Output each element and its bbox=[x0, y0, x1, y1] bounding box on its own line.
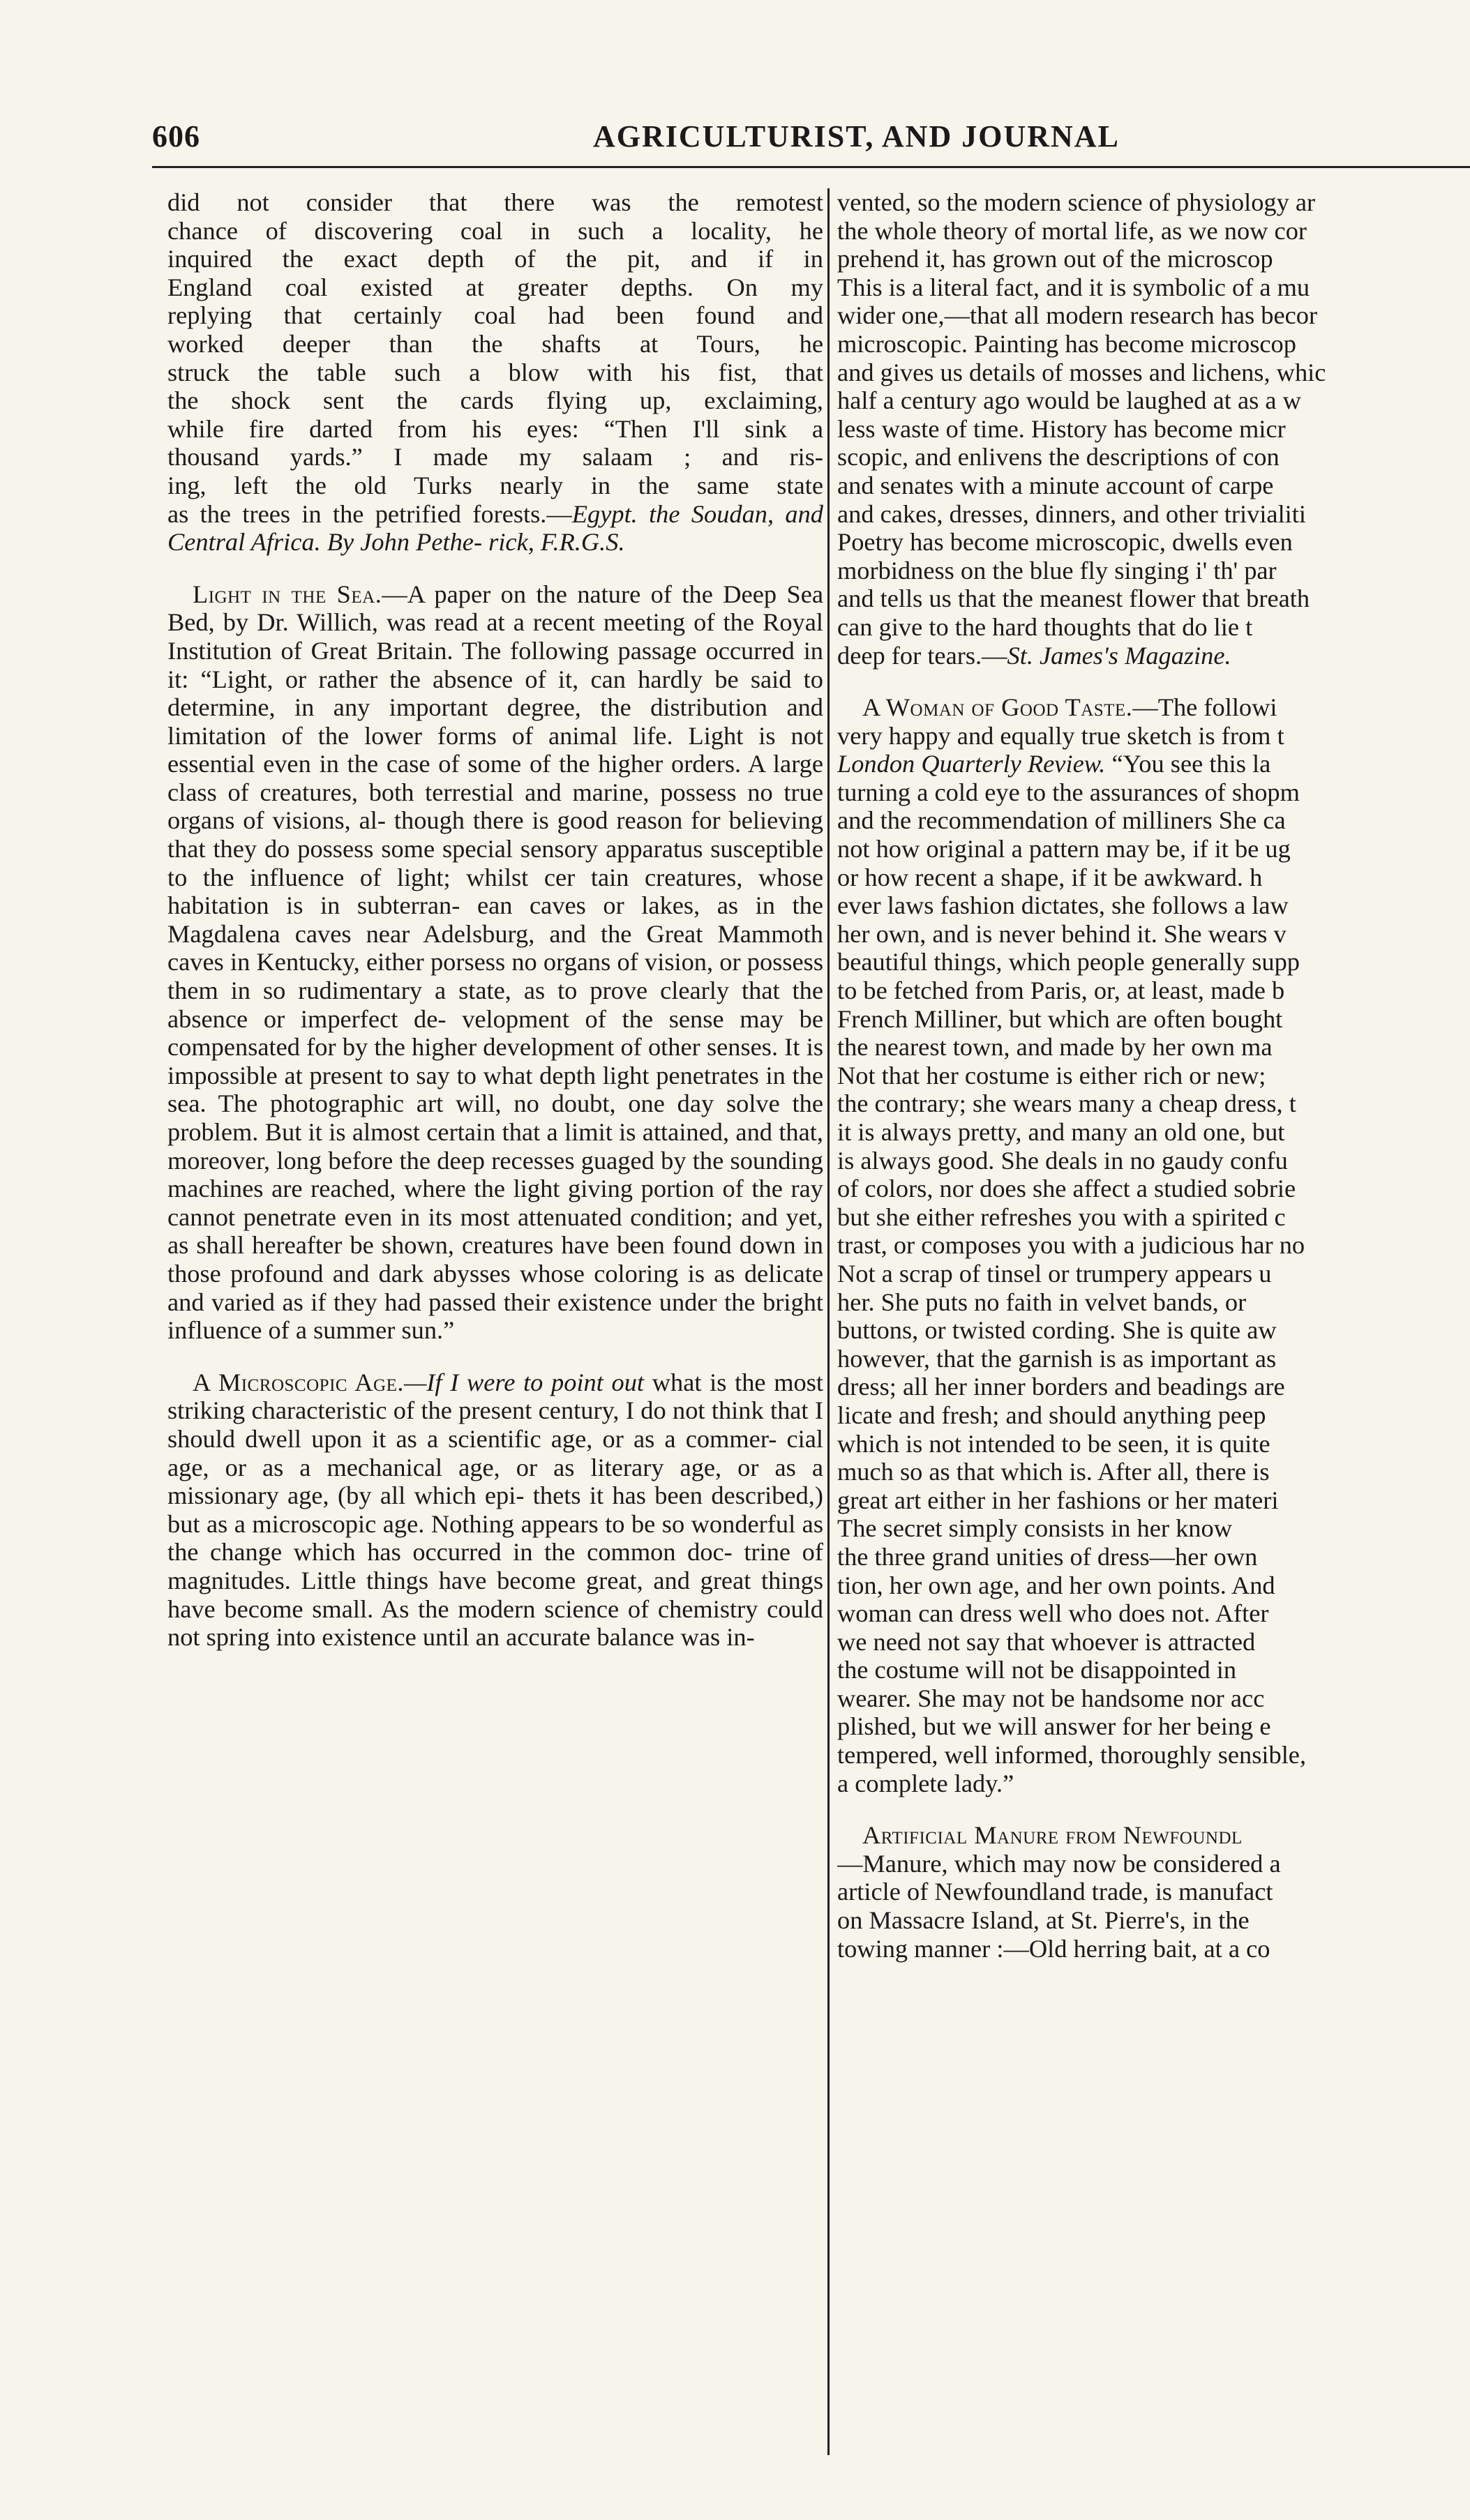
text-line: a complete lady.” bbox=[837, 1769, 1014, 1797]
continuation-article bbox=[167, 188, 823, 557]
source-citation: Egypt. the Soudan, and Central Africa. By John Pethe- rick, F.R.G.S. bbox=[167, 499, 823, 557]
text-line: of colors, nor does she affect a studied sobrie bbox=[837, 1175, 1296, 1203]
text-line: dress; all her inner borders and beadings are bbox=[837, 1373, 1285, 1401]
text-line: —The followi bbox=[1132, 693, 1277, 722]
text-line: chance of discovering coal in such a locality, he bbox=[167, 216, 823, 245]
text-line: Poetry has become microscopic, dwells even bbox=[837, 528, 1293, 557]
text-line: replying that certainly coal had been found and bbox=[167, 301, 823, 330]
text-line: thousand yards.” I made my salaam ; and ris- bbox=[167, 443, 823, 471]
text-line: licate and fresh; and should anything peep bbox=[837, 1401, 1266, 1429]
text-line-with-title bbox=[837, 750, 1465, 778]
text-line: the costume will not be disappointed in bbox=[837, 1656, 1237, 1684]
text-line: which is not intended to be seen, it is quite bbox=[837, 1429, 1270, 1458]
text-line: and senates with a minute account of carpe bbox=[837, 471, 1274, 499]
article-italic-lead: —If I were to point out bbox=[403, 1368, 645, 1396]
left-column bbox=[167, 188, 823, 1652]
running-title: AGRICULTURIST, AND JOURNAL bbox=[593, 119, 1120, 153]
article-body: —A paper on the nature of the Deep Sea Bed, by Dr. Willich, was read at a recent meeting of the Royal Institution of Great Britain. The following passage occurred in it: “Light, or rather the absence of it, can hardly be said to determine, in any important degree, the distribution and limitation of the lower forms of animal life. Light is not essential even in the case of some of the higher orders. A large class of creatures, both terrestial and marine, possess no true organs of visions, al- though there is good reason for believing that they do possess some special sensory apparatus susceptible to the influence of light; whilst cer tain creatures, whose habitation is in subterran- ean caves or lakes, as in the Magdalena caves near Adelsburg, and the Great Mammoth caves in Kentucky, either porsess no organs of vision, or possess them in so rudimentary a state, as to prove clearly that the absence or imperfect de- velopment of the sense may be compensated for by the higher development of other senses. It is impossible at present to say to what depth light penetrates in the sea. The photographic art will, no doubt, one day solve the problem. But it is almost certain that a limit is attained, and that, moreover, long before the deep recesses guaged by the sounding machines are reached, where the light giving portion of the ray cannot penetrate even in its most attenuated condition; and yet, as shall hereafter be shown, creatures have been found down in those profound and dark abysses whose coloring is as delicate and varied as if they had passed their existence under the bright influence of a summer sun.” bbox=[167, 580, 823, 1345]
text-line: as the trees in the petrified forests.— bbox=[167, 499, 572, 528]
text-line: the nearest town, and made by her own ma bbox=[837, 1033, 1273, 1062]
text-line: we need not say that whoever is attracted bbox=[837, 1627, 1256, 1656]
text-line: and the recommendation of milliners She ca bbox=[837, 806, 1286, 835]
text-line: while fire darted from his eyes: “Then I'll sink a bbox=[167, 414, 823, 443]
text-line: deep for tears.— bbox=[837, 641, 1007, 670]
text-line: Not that her costume is either rich or new; bbox=[837, 1061, 1266, 1089]
text-line: to be fetched from Paris, or, at least, made b bbox=[837, 976, 1285, 1005]
text-line: This is a literal fact, and it is symbolic of a mu bbox=[837, 273, 1310, 301]
microscopic-age-continued bbox=[837, 188, 1465, 670]
article-light-in-the-sea bbox=[167, 580, 823, 1345]
text-line: worked deeper than the shafts at Tours, he bbox=[167, 329, 823, 358]
text-line: not how original a pattern may be, if it be ug bbox=[837, 835, 1291, 863]
text-line: buttons, or twisted cording. She is quite aw bbox=[837, 1316, 1277, 1345]
text-line: much so as that which is. After all, there is bbox=[837, 1458, 1270, 1486]
section-gap bbox=[837, 670, 1465, 693]
text-line: plished, but we will answer for her being e bbox=[837, 1712, 1271, 1741]
text-line: towing manner :—Old herring bait, at a co bbox=[837, 1934, 1270, 1963]
text-line: wider one,—that all modern research has becor bbox=[837, 301, 1318, 330]
text-line: less waste of time. History has become micr bbox=[837, 414, 1286, 443]
text-line: can give to the hard thoughts that do lie t bbox=[837, 612, 1253, 641]
section-gap bbox=[837, 1797, 1465, 1821]
article-body: what is the most striking characteristic of the present century, I do not think that I should dwell upon it as a scientific age, or as a commer- cial age, or as a mechanical age, or as literary age, or as a missionary age, (by all which epi- thets it has been described,) but as a microscopic age. Nothing appears to be so wonderful as the change which has occurred in the common doc- trine of magnitudes. Little things have become great, and great things have become small. As the modern science of chemistry could not spring into existence until an accurate balance was in- bbox=[167, 1368, 823, 1652]
text-line: “You see this la bbox=[1111, 750, 1271, 778]
text-line: on Massacre Island, at St. Pierre's, in the bbox=[837, 1906, 1250, 1935]
text-line: her own, and is never behind it. She wears v bbox=[837, 919, 1287, 948]
section-gap bbox=[167, 557, 823, 580]
text-line: trast, or composes you with a judicious har no bbox=[837, 1231, 1305, 1260]
text-line: and gives us details of mosses and lichens, whic bbox=[837, 358, 1326, 386]
text-line: Not a scrap of tinsel or trumpery appears u bbox=[837, 1259, 1272, 1288]
text-line-with-heading bbox=[837, 693, 1465, 722]
text-line: England coal existed at greater depths. On my bbox=[167, 273, 823, 301]
text-line: is always good. She deals in no gaudy confu bbox=[837, 1146, 1288, 1175]
publication-title: London Quarterly Review. bbox=[837, 750, 1106, 778]
text-line: and cakes, dresses, dinners, and other trivialiti bbox=[837, 499, 1307, 528]
text-line: great art either in her fashions or her materi bbox=[837, 1486, 1279, 1514]
header-rule bbox=[152, 166, 1470, 168]
text-line: article of Newfoundland trade, is manufact bbox=[837, 1878, 1273, 1906]
text-line: The secret simply consists in her know bbox=[837, 1514, 1232, 1543]
text-line: turning a cold eye to the assurances of shopm bbox=[837, 778, 1300, 806]
article-heading: Light in the Sea. bbox=[193, 580, 382, 608]
right-column bbox=[837, 188, 1465, 2490]
text-line: it is always pretty, and many an old one, but bbox=[837, 1118, 1285, 1146]
text-line: ever laws fashion dictates, she follows a law bbox=[837, 891, 1289, 920]
column-divider bbox=[827, 188, 830, 2455]
text-line: and tells us that the meanest flower that breath bbox=[837, 584, 1310, 613]
text-line: beautiful things, which people generally supp bbox=[837, 948, 1300, 976]
text-line: but she either refreshes you with a spirited c bbox=[837, 1202, 1286, 1231]
text-line: the shock sent the cards flying up, exclaiming, bbox=[167, 386, 823, 415]
text-line: wearer. She may not be handsome nor acc bbox=[837, 1684, 1265, 1712]
text-line: French Milliner, but which are often bought bbox=[837, 1004, 1283, 1033]
text-line: microscopic. Painting has become microscop bbox=[837, 329, 1296, 358]
text-line: very happy and equally true sketch is from t bbox=[837, 721, 1284, 750]
text-line: or how recent a shape, if it be awkward. h bbox=[837, 863, 1263, 891]
text-line: vented, so the modern science of physiology ar bbox=[837, 188, 1316, 216]
article-artificial-manure bbox=[837, 1821, 1465, 1963]
text-line: prehend it, has grown out of the microscop bbox=[837, 245, 1273, 273]
section-gap bbox=[167, 1345, 823, 1368]
text-line: scopic, and enlivens the descriptions of con bbox=[837, 443, 1280, 471]
text-line: inquired the exact depth of the pit, and if in bbox=[167, 245, 823, 273]
page-number: 606 bbox=[152, 119, 200, 153]
text-line: the contrary; she wears many a cheap dress, t bbox=[837, 1089, 1296, 1118]
text-line: the three grand unities of dress—her own bbox=[837, 1542, 1258, 1571]
article-woman-of-good-taste bbox=[837, 693, 1465, 1797]
article-heading: Artificial Manure from Newfoundl bbox=[862, 1821, 1243, 1850]
text-line: her. She puts no faith in velvet bands, or bbox=[837, 1288, 1247, 1316]
text-line: tempered, well informed, thoroughly sensible, bbox=[837, 1741, 1307, 1770]
text-line: did not consider that there was the remotest bbox=[167, 188, 823, 216]
text-line: morbidness on the blue fly singing i' th' par bbox=[837, 556, 1277, 584]
text-line: struck the table such a blow with his fist, that bbox=[167, 358, 823, 386]
text-line-with-source bbox=[167, 500, 823, 557]
text-line-with-source bbox=[837, 642, 1465, 670]
text-line: ing, left the old Turks nearly in the same state bbox=[167, 471, 823, 499]
text-line: the whole theory of mortal life, as we now cor bbox=[837, 216, 1307, 245]
article-heading: A Woman of Good Taste. bbox=[862, 693, 1133, 722]
text-line: tion, her own age, and her own points. And bbox=[837, 1571, 1275, 1599]
text-line: woman can dress well who does not. After bbox=[837, 1599, 1269, 1628]
source-citation: St. James's Magazine. bbox=[1007, 641, 1231, 670]
text-line: —Manure, which may now be considered a bbox=[837, 1849, 1281, 1878]
article-microscopic-age bbox=[167, 1368, 823, 1652]
article-heading: A Microscopic Age. bbox=[193, 1368, 404, 1396]
text-line: half a century ago would be laughed at as a w bbox=[837, 386, 1301, 415]
text-line: however, that the garnish is as important as bbox=[837, 1344, 1277, 1373]
